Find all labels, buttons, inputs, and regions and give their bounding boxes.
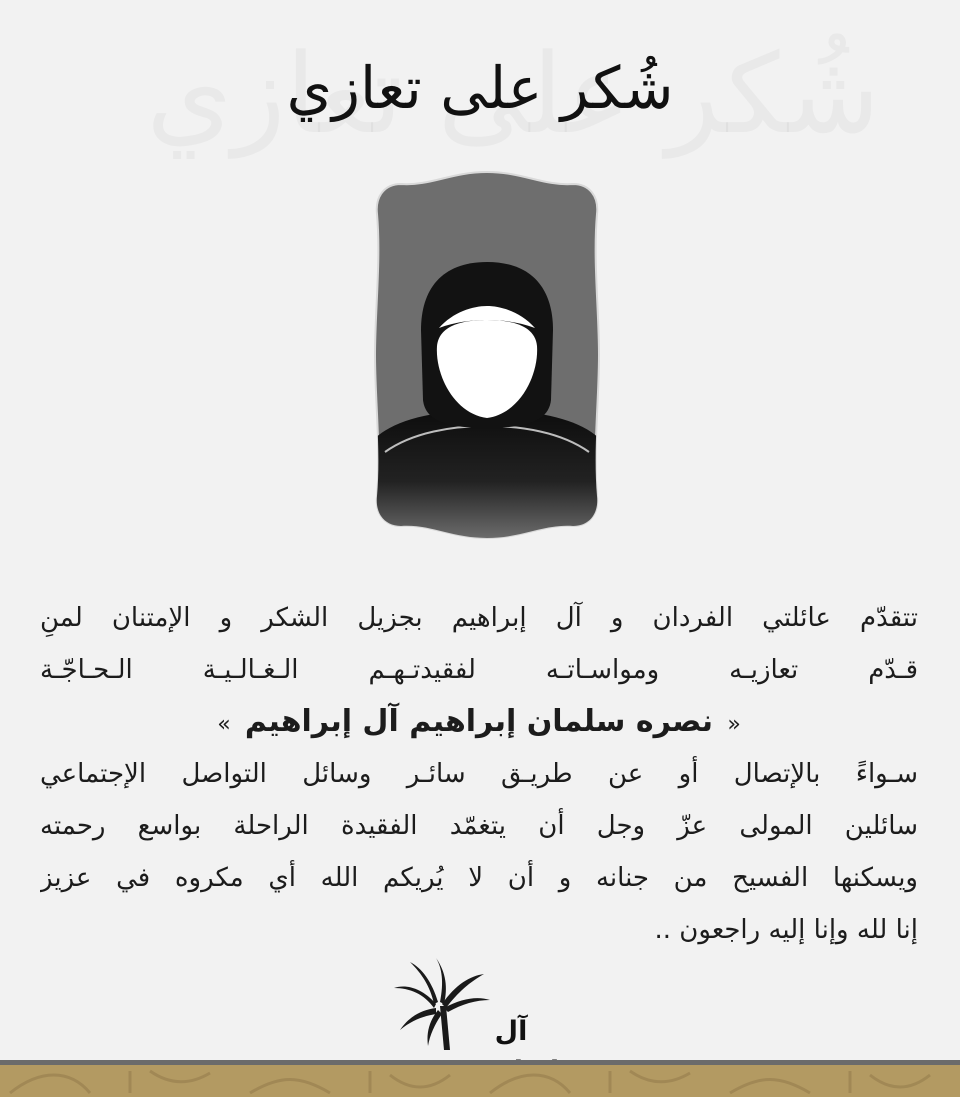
message-line-4: سـواءً بالإتصال أو عن طريـق سائـر وسائل التواصل الإجتماعي	[40, 759, 918, 789]
deceased-name: نصره سلمان إبراهيم آل إبراهيم	[244, 704, 714, 739]
calligraphy-pattern-icon	[0, 1065, 960, 1097]
page-title: شُكر على تعازي	[286, 54, 674, 122]
message-line-1: تتقدّم عائلتي الفردان و آل إبراهيم بجزيل الشكر و الإمتنان لمنِ	[40, 603, 918, 633]
quote-open: «	[727, 712, 741, 737]
quote-close: »	[217, 712, 231, 737]
portrait-placeholder	[373, 170, 601, 540]
message-line-6: ويسكنها الفسيح من جنانه و أن لا يُريكم الله أي مكروه في عزيز	[40, 863, 918, 893]
message-line-5: سائلين المولى عزّ وجل أن يتغمّد الفقيدة الراحلة بواسع رحمته	[40, 811, 918, 841]
veiled-woman-silhouette-icon	[373, 170, 601, 540]
message-line-7: إنا لله وإنا إليه راجعون ..	[654, 915, 918, 945]
thank-you-message	[40, 592, 918, 956]
logo-text: آل	[494, 1016, 528, 1047]
message-line-2: قـدّم تعازيـه ومواسـاتـه لفقيدتـهـم الـغـالـيـة الـحـاجّـة	[40, 655, 918, 685]
deceased-name-line	[40, 696, 918, 748]
footer-ornament-band	[0, 1060, 960, 1097]
